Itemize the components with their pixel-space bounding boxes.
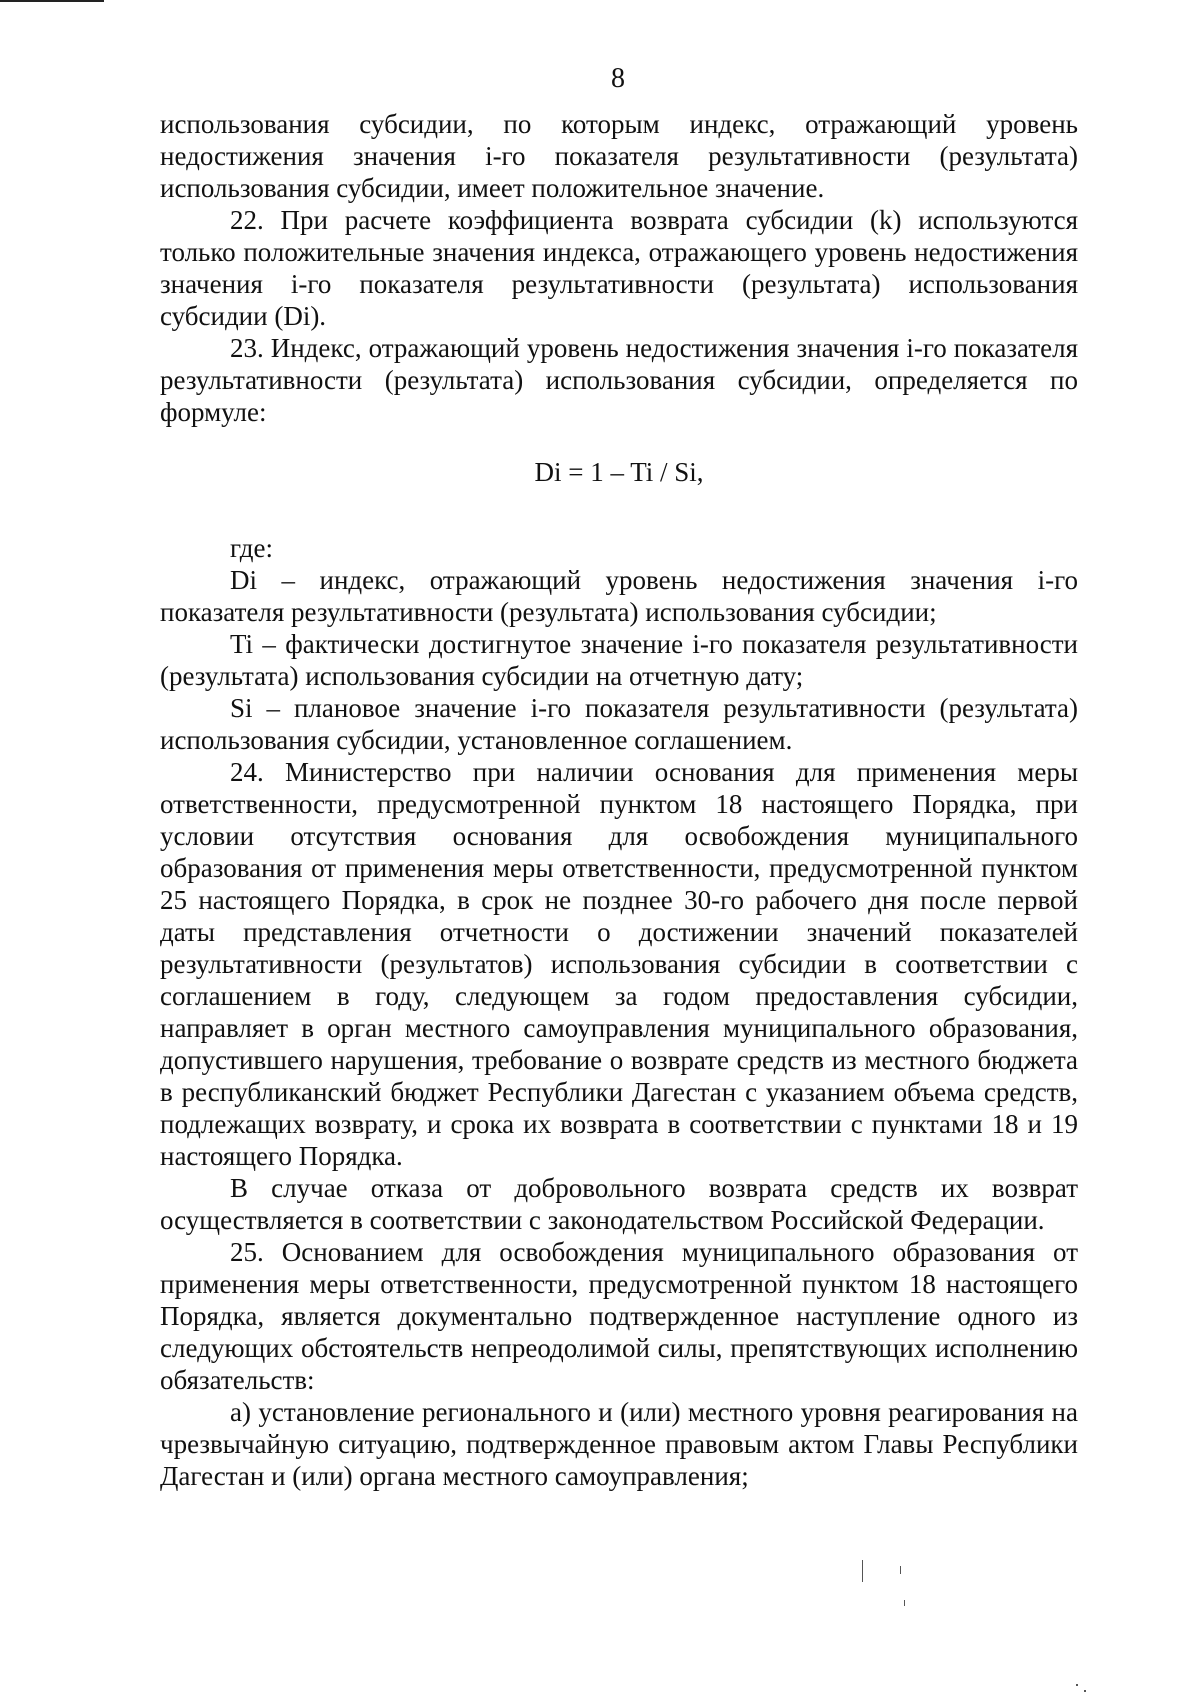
paragraph-item-23: 23. Индекс, отражающий уровень недостижения значения i-го показателя результативности (результата) использования субсидии, определяется по формуле: <box>160 333 1078 427</box>
definition-ti: Ti – фактически достигнутое значение i-го показателя результативности (результата) использования субсидии на отчетную дату; <box>160 629 1078 691</box>
document-body <box>160 108 1078 1492</box>
scan-speck <box>862 1560 863 1582</box>
definition-si: Si – плановое значение i-го показателя результативности (результата) использования субсидии, установленное соглашением. <box>160 693 1078 755</box>
scan-speck <box>904 1600 905 1606</box>
paragraph-item-25: 25. Основанием для освобождения муниципального образования от применения меры ответственности, предусмотренной пунктом 18 настоящего Порядка, является документально подтвержденное наступление одного из следующих обстоятельств непреодолимой силы, препятствующих исполнению обязательств: <box>160 1237 1078 1395</box>
paragraph-item-22: 22. При расчете коэффициента возврата субсидии (k) используются только положительные значения индекса, отражающего уровень недостижения значения i-го показателя результативности (результата) использования субсидии (Di). <box>160 205 1078 331</box>
formula: Di = 1 – Ti / Si, <box>534 457 704 487</box>
paragraph-item-25a: а) установление регионального и (или) местного уровня реагирования на чрезвычайную ситуацию, подтвержденное правовым актом Главы Республики Дагестан и (или) органа местного самоуправления; <box>160 1397 1078 1491</box>
paragraph-continuation: использования субсидии, по которым индекс, отражающий уровень недостижения значения i-го показателя результативности (результата) использования субсидии, имеет положительное значение. <box>160 109 1078 203</box>
where-label: где: <box>230 533 273 563</box>
scan-speck <box>900 1566 901 1574</box>
scan-speck <box>1084 1690 1086 1692</box>
scan-edge-mark <box>0 0 104 2</box>
paragraph-refusal: В случае отказа от добровольного возврата средств их возврат осуществляется в соответствии с законодательством Российской Федерации. <box>160 1173 1078 1235</box>
page-number: 8 <box>611 63 625 94</box>
scan-speck <box>1076 1684 1078 1686</box>
paragraph-item-24: 24. Министерство при наличии основания для применения меры ответственности, предусмотренной пунктом 18 настоящего Порядка, при условии отсутствия основания для освобождения муниципального образования от применения меры ответственности, предусмотренной пунктом 25 настоящего Порядка, в срок не позднее 30-го рабочего дня после первой даты представления отчетности о достижении значений показателей результативности (результатов) использования субсидии в соответствии с соглашением в году, следующем за годом предоставления субсидии, направляет в орган местного самоуправления муниципального образования, допустившего нарушения, требование о возврате средств из местного бюджета в республиканский бюджет Республики Дагестан с указанием объема средств, подлежащих возврату, и срока их возврата в соответствии с пунктами 18 и 19 настоящего Порядка. <box>160 757 1078 1171</box>
definition-di: Di – индекс, отражающий уровень недостижения значения i-го показателя результативности (результата) использования субсидии; <box>160 565 1078 627</box>
